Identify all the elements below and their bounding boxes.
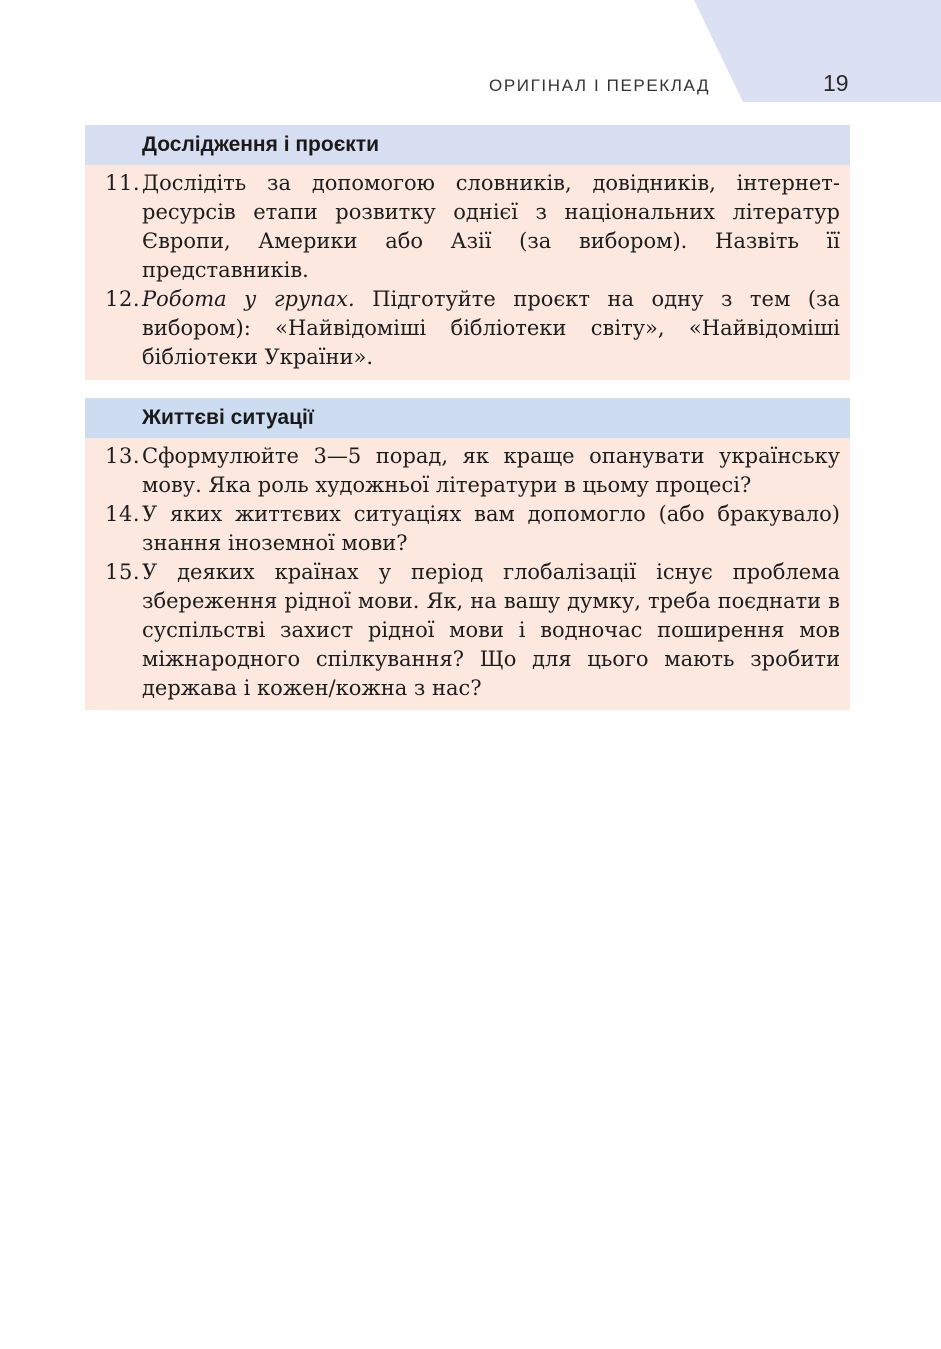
page-corner-tab	[0, 0, 941, 102]
task-body: Дослідіть за допомогою словників, довідників, інтернет-ресурсів етапи розвитку однієї з національних літератур Європи, Америки або Азії (за вибором). Назвіть її представників.	[142, 171, 840, 282]
task-number: 11.	[105, 171, 140, 195]
task-number: 15.	[105, 560, 140, 584]
task-number: 13.	[105, 444, 140, 468]
task-text	[142, 169, 840, 285]
task-body: Сформулюйте 3—5 порад, як краще опанувати українську мову. Яка роль художньої літератури в цьому процесі?	[142, 444, 840, 497]
running-title: ОРИГІНАЛ І ПЕРЕКЛАД	[489, 76, 711, 95]
task-body: У яких життєвих ситуаціях вам допомогло (або бракувало) знання іноземної мови?	[142, 502, 840, 555]
section-body	[85, 165, 850, 380]
research-projects-box	[85, 125, 850, 380]
life-situations-box	[85, 398, 850, 710]
task-item	[85, 558, 840, 703]
section-title: Життєві ситуації	[85, 398, 850, 438]
task-lead: Робота у групах.	[142, 287, 355, 311]
task-text	[142, 285, 840, 372]
task-number: 14.	[105, 502, 140, 526]
task-text	[142, 500, 840, 558]
section-title: Дослідження і проєкти	[85, 125, 850, 165]
task-text	[142, 558, 840, 703]
task-item	[85, 169, 840, 285]
page-number: 19	[823, 70, 849, 96]
task-body: Підготуйте проєкт на одну з тем (за вибором): «Найвідоміші бібліотеки світу», «Найвідоміші бібліотеки України».	[142, 287, 840, 369]
task-body: У деяких країнах у період глобалізації існує проблема збереження рідної мови. Як, на вашу думку, треба поєднати в суспільстві захист рідної мови і водночас поширення мов міжнародного спілкування? Що для цього мають зробити держава і кожен/кожна з нас?	[142, 560, 840, 700]
task-text	[142, 442, 840, 500]
task-item	[85, 442, 840, 500]
section-body	[85, 438, 850, 710]
task-item	[85, 285, 840, 372]
task-number: 12.	[105, 287, 140, 311]
task-item	[85, 500, 840, 558]
